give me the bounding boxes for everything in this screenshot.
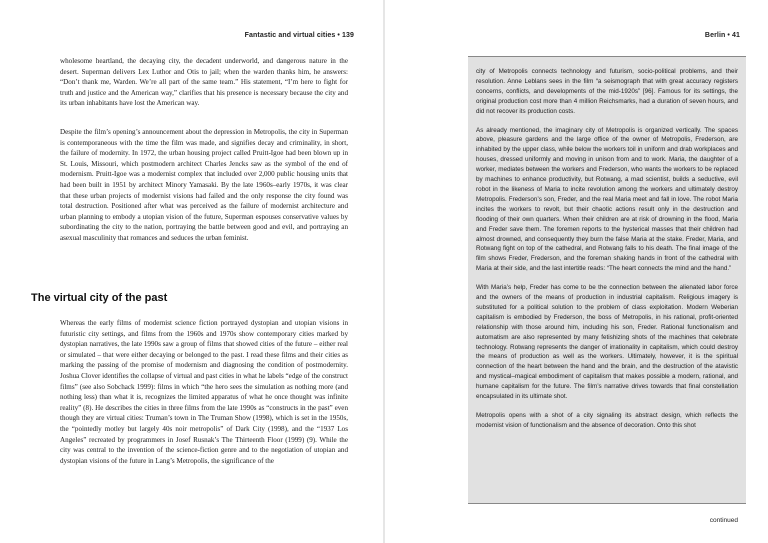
left-running-head: Fantastic and virtual cities • 139 — [244, 32, 354, 39]
box-paragraph-2: As already mentioned, the imaginary city of Metropolis is organized vertically. The spaces above, pleasure gardens and the large office of the owner of Metropolis, Frederson, are inhabited by the upper class, while below the workers toil in uniform and drab workplaces and houses, dressed uniformly and moving in unison from and to work. Maria, the daughter of a worker, mediates between the workers and Frederson, who wants the workers to be replaced by machines to enhance productivity, but Rotwang, a mad scientist, builds a seductive, evil robot in the likeness of Maria to incite revolution among the workers and ultimately destroy Metropolis. Frederson’s son, Freder, and the real Maria meet and fall in love. The robot Maria incites the workers to revolt, but their chaotic actions result only in the destruction and flooding of their own quarters. When their children are at risk of drowning in the flood, Maria and Freder save them. The foremen reports to the hysterical masses that their children had almost drowned, and consequently they burn the false Maria at the stake. Freder, Maria, and Rotwang fight on top of the cathedral, and Rotwang falls to his death. The final image of the film shows Freder, Frederson, and the foreman shaking hands in front of the cathedral with Maria at their side, and the last intertitle reads: “The heart connects the mind and the hand.” — [476, 126, 738, 273]
box-paragraph-1: city of Metropolis connects technology and futurism, socio-political problems, and their resolution. Anne Leblans sees in the film “a seismograph that with great accuracy registers concerns, conflicts, and developments of the mid-1920s” [96]. Famous for its settings, the original production cost more than 4 million Reichsmarks, had a duration of seven hours, and did not recover its production costs. — [476, 68, 738, 115]
continued-label: continued — [709, 517, 738, 524]
left-paragraph-3: Whereas the early films of modernist science fiction portrayed dystopian and utopian visions in futuristic city settings, and films from the 1960s and 1970s show contemporary cities marked by dystopian narratives, the late 1990s saw a group of films that showed cities of the future – either real or simulated – that were either decaying or belonged to the past. I read these films and their cities as marking the passing of the promise of modernism and diagnosing the condition of postmodernity. Joshua Clover identifies the collapse of virtual and past cities in what he labels “edge of the construct films” (see also Sobchack 1999): films in which “the hero sees the simulation as nothing more (and nothing less) than what it is, recognizes the limited apparatus of what he once thought was infinite reality” (8). He describes the cities in three films from the late 1990s as “constructs in the past” even though they are virtual cities: Truman’s town in The Truman Show (1998), which is set in the 1950s, the “pointedly motley but largely 40s noir metropolis” of Dark City (1998), and the “1937 Los Angeles” recreated by programmers in Josef Rusnak’s The Thirteenth Floor (1999) (9). While the city was central to the invention of the science-fiction genre and to the negotiation of utopian and dystopian visions of the future in Lang’s Metropolis, the significance of the — [60, 319, 348, 465]
section-heading: The virtual city of the past — [31, 292, 168, 304]
left-paragraph-1: wholesome heartland, the decaying city, the decadent underworld, and dangerous nature in the desert. Superman delivers Lex Luthor and Otis to jail; when the warden thanks him, he answers: “Don’t thank me, Warden. We’re all part of the same team.” His statement, “I’m here to fight for truth and justice and the American way,” clarifies that his presence is necessary because the city and its urban inhabitants have lost the American way. — [60, 57, 348, 108]
left-paragraph-2: Despite the film’s opening’s announcement about the depression in Metropolis, the city in Superman is contemporaneous with the time the film was made, and signifies decay and criminality, in short, the failure of modernity. In 1972, the urban housing project called Pruitt-Igoe had been blown up in St. Louis, Missouri, which postmodern architect Charles Jencks saw as the symbol of the end of modernism. Pruitt-Igoe was a modernist complex that included over 2,000 public housing units that had been built in 1951 by architect Minory Yamasaki. By the late 1960s–early 1970s, it was clear that these urban projects of modernist visions had failed and the only response the city found was total destruction. Positioned after what was perceived as the failure of modernist architecture and urban planning to embody a utopian vision of the future, Superman espouses conservative values by subordinating the city to the nation, portraying the battle between good and evil, and portraying an asexual masculinity that romances and seduces the urban feminist. — [60, 128, 348, 242]
sidebar-box — [468, 56, 746, 504]
right-running-head: Berlin • 41 — [704, 32, 740, 39]
box-paragraph-3: With Maria’s help, Freder has come to be the connection between the alienated labor force and the owners of the means of production in industrial capitalism. Religious imagery is substituted for a political solution to the problem of class exploitation. Modern Weberian capitalism is embodied by Frederson, the boss of Metropolis, in his rational, profit-oriented relationship with those around him, including his son, Freder. Rational functionalism and automatism are also represented by many fetishizing shots of the machines that celebrate technology. Rotwang represents the danger of irrationality in capitalism, which could destroy the means of production as well as the workers. Ultimately, however, it is the spiritual connection of the heart between the hand and the brain, and the destruction of the atavistic and mystical–magical embodiment of capitalism that makes possible a modern, rational, and humane capitalism for the future. The film’s narrative drives towards that final constellation encapsulated in its ultimate shot. — [476, 284, 738, 401]
right-page — [384, 0, 768, 543]
box-paragraph-4: Metropolis opens with a shot of a city signaling its abstract design, which reflects the modernist vision of functionalism and the absence of decoration. Onto this shot — [476, 412, 738, 429]
